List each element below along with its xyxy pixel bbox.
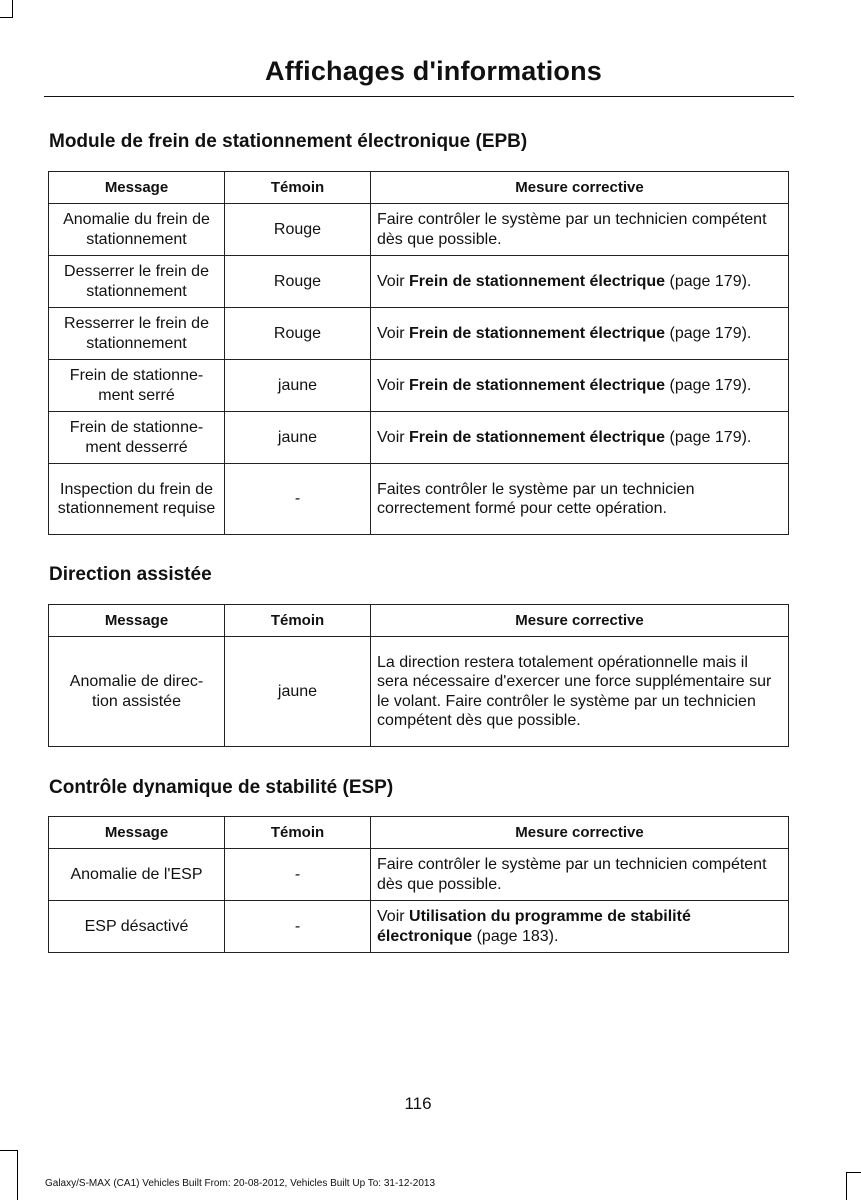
row-action [371,256,789,308]
action-suffix: (page 179). [665,428,752,446]
table-row [49,204,789,256]
page-number: 116 [404,1094,432,1113]
column-header-message: Message [49,817,225,849]
action-text: Voir [377,272,410,290]
row-action [371,464,789,535]
crop-mark-bottom-left-h [0,1150,18,1151]
row-message: Frein de stationne- ment serré [49,360,225,412]
action-text: Faites contrôler le système par un technicien correctement formé pour cette opération. [377,480,695,517]
row-action [371,849,789,901]
esp-table [48,816,789,953]
column-header-action: Mesure corrective [371,172,789,204]
row-message: Anomalie de direc- tion assistée [49,637,225,747]
row-temoin: - [225,849,371,901]
table-row [49,360,789,412]
row-temoin: jaune [225,637,371,747]
action-text: Voir [377,376,410,394]
row-message: Anomalie de l'ESP [49,849,225,901]
column-header-temoin: Témoin [225,605,371,637]
action-text: Voir [377,908,410,925]
crop-mark-bottom-right [846,1172,847,1200]
action-link-text: Utilisation du programme de stabilité électronique [377,908,691,945]
row-action [371,901,789,953]
action-suffix: (page 183). [472,927,559,945]
crop-mark-top-left [12,0,13,18]
footer-vehicle-info: Galaxy/S-MAX (CA1) Vehicles Built From: 20-08-2012, Vehicles Built Up To: 31-12-2013 [45,1178,435,1189]
table-header-row [49,605,789,637]
row-temoin: - [225,464,371,535]
row-message: Inspection du frein de stationnement requise [49,464,225,535]
row-action [371,308,789,360]
action-link-text: Frein de stationnement électrique [409,376,666,394]
action-link-text: Frein de stationnement électrique [409,272,666,290]
row-action [371,412,789,464]
page-title: Affichages d'informations [265,56,602,86]
row-message: Desserrer le frein de stationnement [49,256,225,308]
action-link-text: Frein de stationnement électrique [409,324,666,342]
table-row [49,412,789,464]
row-message: Anomalie du frein de stationnement [49,204,225,256]
column-header-temoin: Témoin [225,817,371,849]
table-row [49,464,789,535]
action-text: Voir [377,324,410,342]
column-header-action: Mesure corrective [371,605,789,637]
section-title-esp: Contrôle dynamique de stabilité (ESP) [49,777,394,798]
crop-mark-bottom-right-h [846,1172,861,1173]
row-message: Resserrer le frein de stationnement [49,308,225,360]
row-temoin: Rouge [225,308,371,360]
row-action [371,637,789,747]
table-row [49,637,789,747]
row-temoin: jaune [225,360,371,412]
table-row [49,849,789,901]
action-link-text: Frein de stationnement électrique [409,428,666,446]
action-text: Voir [377,428,410,446]
table-row [49,256,789,308]
row-temoin: - [225,901,371,953]
epb-table [48,171,789,535]
column-header-temoin: Témoin [225,172,371,204]
section-title-power-steering: Direction assistée [49,564,212,585]
crop-mark-top-left-h [0,17,13,18]
action-suffix: (page 179). [665,272,752,290]
row-message: ESP désactivé [49,901,225,953]
action-text: La direction restera totalement opérationnelle mais il sera nécessaire d'exercer une force supplémentaire sur le volant. Faire contrôler le système par un technicien compétent dès que possible. [377,653,772,729]
row-temoin: jaune [225,412,371,464]
row-message: Frein de stationne- ment desserré [49,412,225,464]
table-header-row [49,817,789,849]
column-header-action: Mesure corrective [371,817,789,849]
row-temoin: Rouge [225,204,371,256]
action-text: Faire contrôler le système par un technicien compétent dès que possible. [377,211,767,248]
column-header-message: Message [49,605,225,637]
table-row [49,901,789,953]
row-temoin: Rouge [225,256,371,308]
table-header-row [49,172,789,204]
action-text: Faire contrôler le système par un technicien compétent dès que possible. [377,856,767,893]
row-action [371,204,789,256]
action-suffix: (page 179). [665,324,752,342]
header-divider [44,96,794,97]
crop-mark-bottom-left [17,1150,18,1200]
column-header-message: Message [49,172,225,204]
action-suffix: (page 179). [665,376,752,394]
power-steering-table [48,604,789,747]
section-title-epb: Module de frein de stationnement électronique (EPB) [49,131,528,152]
table-row [49,308,789,360]
row-action [371,360,789,412]
